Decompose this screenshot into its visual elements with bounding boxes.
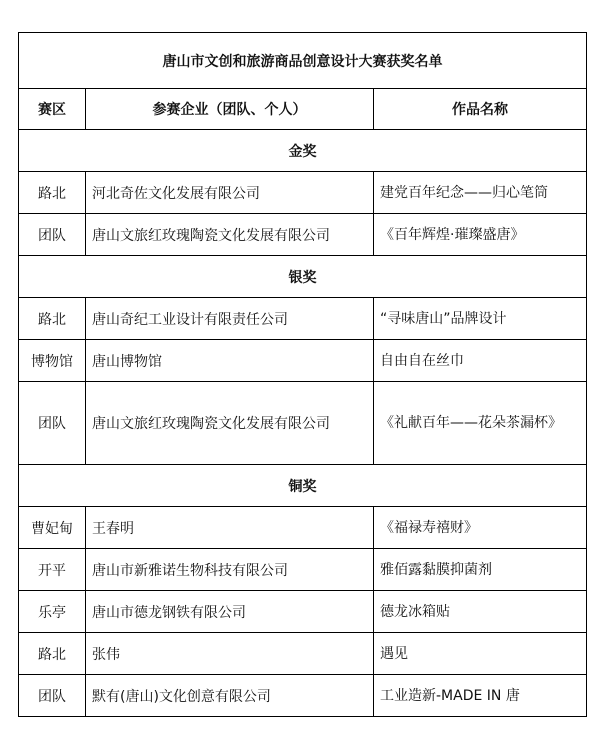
award-table (18, 32, 587, 717)
company-cell: 唐山文旅红玫瑰陶瓷文化发展有限公司 (86, 382, 374, 465)
table-row (19, 340, 587, 382)
company-cell: 河北奇佐文化发展有限公司 (86, 172, 374, 214)
product-cell: 建党百年纪念——归心笔筒 (374, 172, 587, 214)
region-cell: 开平 (19, 549, 86, 591)
table-row (19, 507, 587, 549)
product-cell: 《福禄寿禧财》 (374, 507, 587, 549)
table-row (19, 549, 587, 591)
product-cell: 德龙冰箱贴 (374, 591, 587, 633)
section-gold (19, 130, 587, 172)
title-row (19, 33, 587, 89)
table-row (19, 633, 587, 675)
section-label: 铜奖 (19, 465, 587, 507)
product-cell: 《礼献百年——花朵茶漏杯》 (374, 382, 587, 465)
company-cell: 唐山市新雅诺生物科技有限公司 (86, 549, 374, 591)
table-row (19, 172, 587, 214)
company-cell: 唐山博物馆 (86, 340, 374, 382)
section-bronze (19, 465, 587, 507)
product-cell: 雅佰露黏膜抑菌剂 (374, 549, 587, 591)
product-cell: 《百年辉煌·璀璨盛唐》 (374, 214, 587, 256)
region-cell: 团队 (19, 382, 86, 465)
product-cell: 自由自在丝巾 (374, 340, 587, 382)
region-cell: 路北 (19, 298, 86, 340)
table-title: 唐山市文创和旅游商品创意设计大赛获奖名单 (19, 33, 587, 89)
section-label: 金奖 (19, 130, 587, 172)
table-row (19, 214, 587, 256)
product-cell: 工业造新-MADE IN 唐 (374, 675, 587, 717)
section-silver (19, 256, 587, 298)
company-cell: 王春明 (86, 507, 374, 549)
table-row (19, 675, 587, 717)
header-product: 作品名称 (374, 89, 587, 130)
company-cell: 唐山文旅红玫瑰陶瓷文化发展有限公司 (86, 214, 374, 256)
region-cell: 曹妃甸 (19, 507, 86, 549)
company-cell: 唐山奇纪工业设计有限责任公司 (86, 298, 374, 340)
region-cell: 团队 (19, 214, 86, 256)
region-cell: 路北 (19, 172, 86, 214)
section-label: 银奖 (19, 256, 587, 298)
company-cell: 默有(唐山)文化创意有限公司 (86, 675, 374, 717)
region-cell: 乐亭 (19, 591, 86, 633)
table-row (19, 298, 587, 340)
company-cell: 张伟 (86, 633, 374, 675)
header-region: 赛区 (19, 89, 86, 130)
region-cell: 路北 (19, 633, 86, 675)
region-cell: 团队 (19, 675, 86, 717)
table-row (19, 382, 587, 465)
product-cell: 遇见 (374, 633, 587, 675)
product-cell: “寻味唐山”品牌设计 (374, 298, 587, 340)
company-cell: 唐山市德龙钢铁有限公司 (86, 591, 374, 633)
table-row (19, 591, 587, 633)
region-cell: 博物馆 (19, 340, 86, 382)
header-row (19, 89, 587, 130)
header-company: 参赛企业（团队、个人） (86, 89, 374, 130)
